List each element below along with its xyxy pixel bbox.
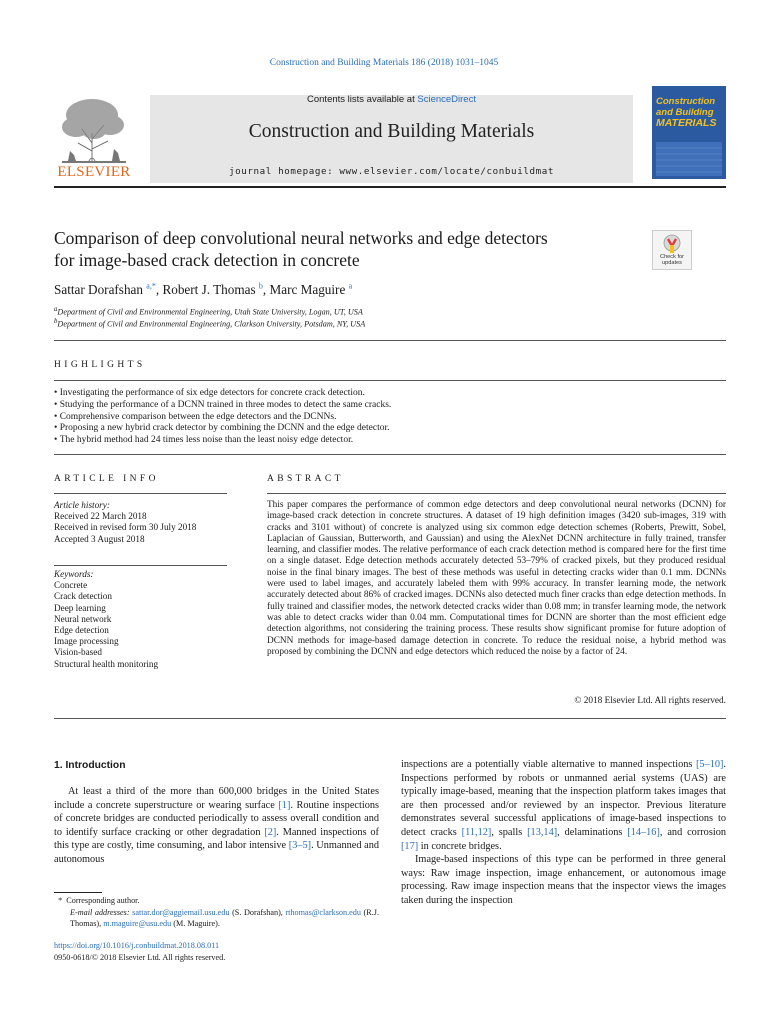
text-run: . Unmanned and autonomous xyxy=(54,840,379,865)
keyword: Crack detection xyxy=(54,591,112,602)
highlight-item: • Comprehensive comparison between the edge detectors and the DCNNs. xyxy=(54,412,726,424)
author-2[interactable] xyxy=(162,282,269,297)
highlights-bottom-rule xyxy=(54,454,726,455)
cover-title-line-2: and Building xyxy=(656,107,714,118)
history-entry: Received 22 March 2018 xyxy=(54,511,147,522)
citation-link[interactable]: [3–5] xyxy=(288,840,312,852)
citation-link[interactable]: [17] xyxy=(401,840,419,852)
affiliation-a-text: Department of Civil and Environmental Engineering, Utah State University, Logan, UT, USA xyxy=(57,307,363,317)
footnote-rule xyxy=(54,892,102,893)
author-3-sup: a xyxy=(348,282,353,291)
affiliation-b-mark: b xyxy=(54,318,58,325)
citation-link[interactable]: [13,14] xyxy=(527,826,558,838)
author-3[interactable] xyxy=(270,282,353,297)
author-1-sep: , xyxy=(155,282,163,298)
affiliation-b xyxy=(54,318,365,329)
keyword: Concrete xyxy=(54,580,88,591)
author-1-name: Sattar Dorafshan xyxy=(54,282,143,298)
author-3-name: Marc Maguire xyxy=(269,282,346,298)
citation-link[interactable]: [11,12] xyxy=(461,826,492,838)
highlight-item: • Proposing a new hybrid crack detector by combining the DCNN and the edge detector. xyxy=(54,423,726,435)
text-run: inspections are a potentially viable alternative to manned inspections xyxy=(401,759,696,770)
author-list xyxy=(54,282,352,298)
check-for-updates-button[interactable] xyxy=(652,230,692,270)
email-owner: (R.J. Thomas), xyxy=(70,908,380,928)
header-rule xyxy=(54,186,726,188)
text-run: . Manned inspections of this type are costly, time consuming, and labor intensive xyxy=(54,826,379,852)
affiliation-b-text: Department of Civil and Environmental Engineering, Clarkson University, Potsdam, NY, USA xyxy=(57,319,366,329)
text-run: , delaminations xyxy=(557,826,628,838)
intro-left-paragraph xyxy=(54,785,379,867)
author-2-sup: b xyxy=(258,282,263,291)
cover-title-line-1: Construction xyxy=(656,96,716,107)
contents-available-line xyxy=(150,94,633,105)
highlight-item: • Studying the performance of a DCNN trained in three modes to detect the same cracks. xyxy=(54,400,726,412)
journal-cover-title xyxy=(656,96,722,129)
journal-reference[interactable]: Construction and Building Materials 186 (2018) 1031–1045 xyxy=(269,58,499,68)
highlight-item: • Investigating the performance of six edge detectors for concrete crack detection. xyxy=(54,388,726,400)
keywords xyxy=(54,569,234,670)
article-history-label: Article history: xyxy=(54,500,110,510)
doi-link[interactable]: https://doi.org/10.1016/j.conbuildmat.2018.08.011 xyxy=(54,941,220,950)
text-run: , spalls xyxy=(491,826,528,838)
intro-right-paragraph-2: Image-based inspections of this type can be performed in three general ways: Raw image inspection, image enhancement, or autonomous image processing. Raw image inspection means that the inspector views the images taken during the inspection xyxy=(401,854,726,906)
abstract-bottom-rule xyxy=(54,718,726,719)
article-history xyxy=(54,500,234,545)
email-link[interactable]: clarkson.edu xyxy=(319,908,361,917)
text-run: , and corrosion xyxy=(659,826,726,838)
journal-homepage[interactable]: journal homepage: www.elsevier.com/locate/conbuildmat xyxy=(229,166,554,177)
email-owner: (S. Dorafshan), xyxy=(229,908,286,917)
intro-right-column xyxy=(401,758,726,908)
history-entry: Accepted 3 August 2018 xyxy=(54,533,145,544)
abstract-rule xyxy=(267,493,726,494)
article-title xyxy=(54,227,634,271)
cover-graphic xyxy=(656,142,722,176)
title-block-rule xyxy=(54,340,726,341)
email-link[interactable]: m.maguire@usu.edu xyxy=(103,919,172,928)
highlights-rule xyxy=(54,380,726,381)
cover-title-line-3: MATERIALS xyxy=(656,117,717,129)
keywords-rule xyxy=(54,565,227,566)
citation-link[interactable]: [2] xyxy=(264,826,277,838)
article-title-line-2: for image-based crack detection in concrete xyxy=(54,250,360,270)
email-footnote xyxy=(54,907,379,929)
article-title-line-1: Comparison of deep convolutional neural networks and edge detectors xyxy=(54,228,548,248)
sciencedirect-link[interactable]: ScienceDirect xyxy=(417,94,476,105)
keyword: Structural health monitoring xyxy=(54,658,159,669)
email-owner: (M. Maguire). xyxy=(171,919,220,928)
section-heading-introduction: 1. Introduction xyxy=(54,760,126,771)
article-info-rule xyxy=(54,493,227,494)
keyword: Edge detection xyxy=(54,625,109,636)
intro-right-paragraph-1 xyxy=(401,758,726,853)
author-1[interactable] xyxy=(54,282,162,297)
keyword: Deep learning xyxy=(54,602,106,613)
contents-prefix: Contents lists available at xyxy=(307,94,418,105)
affiliation-a-mark: a xyxy=(54,306,58,313)
highlight-item: • The hybrid method had 24 times less noise than the least noisy edge detector. xyxy=(54,435,726,447)
abstract-heading: ABSTRACT xyxy=(267,474,344,484)
journal-title[interactable]: Construction and Building Materials xyxy=(248,121,535,142)
abstract-text: This paper compares the performance of common edge detectors and deep convolutional neural networks (DCNN) for image-based crack detection in concrete structures. A dataset of 19 high definition images (3420 sub-images, 319 with cracks and 3101 without) of concrete is analyzed using six common edge detection schemes (Roberts, Prewitt, Sobel, Laplacian of Gaussian, Butterworth, and Gaussian) and using the AlexNet DCNN architecture in fully trained, transfer learning, and classifier modes. The relative performance of each crack detection method is compared here for the first time on a single dataset. Edge detection methods accurately detected 53–79% of cracked pixels, but they produced residual noise in the final binary images. The best of these methods was useful in detecting cracks wider than 0.1 mm. DCNNs were used to label images, and accurately labeled them with 99% accuracy. In transfer learning mode, the network accurately detected about 86% of cracked images. DCNNs also detected much finer cracks than edge detection methods. In fully trained and classifier modes, the network detected cracks wider than 0.08 mm; in transfer learning mode, the network was able to detect cracks wider than 0.04 mm. Computational times for DCNN are shorter than the most efficient edge detection algorithms, not considering the training process. These results show significant promise for future adoption of DCNN methods for image-based damage detection in concrete. To reduce the residual noise, a hybrid method was proposed by combining the DCNN and edge detectors which reduced the noise by a factor of 24. xyxy=(267,500,726,657)
email-label: E-mail addresses: xyxy=(70,908,133,917)
asterisk-mark: * xyxy=(58,896,63,905)
keywords-label: Keywords: xyxy=(54,569,94,579)
citation-link[interactable]: [14–16] xyxy=(627,826,660,838)
email-link[interactable]: sattar.dor@aggiemail.usu.edu xyxy=(132,908,230,917)
citation-link[interactable]: [1] xyxy=(278,799,291,811)
text-run: At least a third of the more than 600,000 bridges in the United States include a concrete superstructure or wearing surface xyxy=(54,786,379,811)
text-run: . Routine inspections of concrete bridges are conducted periodically to assess overall condition and to identify surface cracking or other degradation xyxy=(54,799,379,838)
keyword: Vision-based xyxy=(54,647,102,658)
corresponding-author-footnote xyxy=(54,895,379,906)
author-2-name: Robert J. Thomas xyxy=(162,282,256,298)
email-link[interactable]: rthomas@ xyxy=(285,908,320,917)
highlights-list xyxy=(54,388,726,447)
corresponding-author-text: Corresponding author. xyxy=(66,896,140,905)
abstract-copyright: © 2018 Elsevier Ltd. All rights reserved. xyxy=(574,696,726,706)
publisher-logo-text: ELSEVIER xyxy=(57,164,131,180)
crossmark-icon xyxy=(663,234,681,254)
article-info-heading: ARTICLE INFO xyxy=(54,474,159,484)
author-1-sup: a,* xyxy=(146,282,156,291)
affiliation-a xyxy=(54,306,363,317)
keyword: Neural network xyxy=(54,613,112,624)
author-2-sep: , xyxy=(262,282,270,298)
highlights-heading: HIGHLIGHTS xyxy=(54,360,146,370)
citation-link[interactable]: [5–10] xyxy=(695,759,724,770)
issn-copyright: 0950-0618/© 2018 Elsevier Ltd. All rights reserved. xyxy=(54,953,226,962)
crossmark-label: Check for updates xyxy=(660,254,684,266)
text-run: . Inspections performed by robots or unmanned aerial systems (UAS) are typically image-based, meaning that the inspection platform takes images that are then processed and/or reviewed by an inspector. Previous literature demonstrates several successful applications of image-based inspections to detect cracks xyxy=(401,759,726,838)
keyword: Image processing xyxy=(54,636,119,647)
history-entry: Received in revised form 30 July 2018 xyxy=(54,522,197,533)
text-run: in concrete bridges. xyxy=(418,840,502,852)
